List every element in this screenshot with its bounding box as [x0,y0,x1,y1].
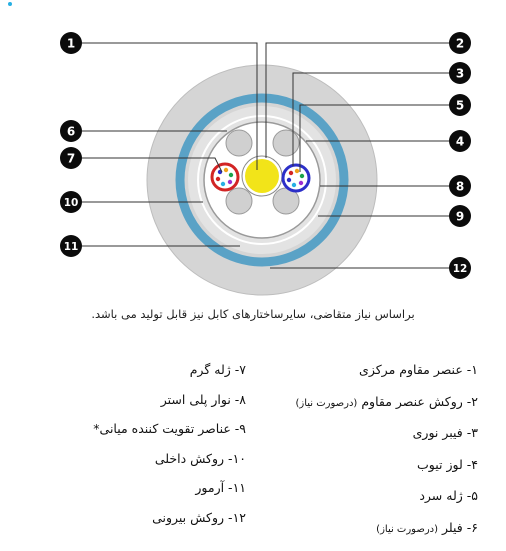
legend-item: ۸- نوار پلی استر [160,391,246,407]
legend-item: ۳- فیبر نوری [412,425,478,440]
svg-text:10: 10 [63,197,79,209]
callout-12 [449,257,471,279]
legend-item: ۴- لوز تیوب [417,456,478,472]
svg-text:3: 3 [455,66,465,81]
callout-3 [449,62,471,84]
legend-right [248,355,478,544]
legend-item: ۱۱- آرمور [195,480,246,495]
legend-item: ۲- روکش عنصر مقاوم (درصورت نیاز) [295,393,478,409]
callout-8 [449,175,471,197]
callout-9 [449,205,471,227]
callout-7 [60,147,82,169]
legend-item: ۷- ژله گرم [189,362,246,377]
callout-1 [60,32,82,54]
callout-5 [449,94,471,116]
legend-item: ۱۲- روکش بیرونی [152,509,246,525]
loose-tube-blue [283,165,309,191]
svg-text:4: 4 [455,134,465,149]
callout-10 [60,191,82,213]
filler-2 [273,130,299,156]
filler-1 [226,130,252,156]
legend-item: ۱۰- روکش داخلی [154,450,246,466]
svg-text:8: 8 [455,179,465,194]
legend-item: ۵- ژله سرد [419,488,478,503]
legend-left [16,355,246,532]
legend-item: ۹- عناصر تقویت کننده میانی* [93,421,246,436]
svg-text:11: 11 [63,241,79,253]
callout-4 [449,130,471,152]
svg-text:5: 5 [455,98,465,113]
filler-3 [226,188,252,214]
legend-item: ۶- فیلر (درصورت نیاز) [376,519,478,535]
legend-item: ۱- عنصر مقاوم مرکزی [359,362,478,377]
callout-2 [449,32,471,54]
central-member [245,159,279,193]
svg-text:12: 12 [452,263,468,275]
svg-text:1: 1 [66,36,76,51]
svg-text:2: 2 [455,36,465,51]
svg-text:9: 9 [455,209,465,224]
callout-6 [60,120,82,142]
svg-text:7: 7 [66,151,76,166]
loose-tube-red [212,164,238,190]
production-note: براساس نیاز متقاضی، سایرساختارهای کابل نیز قابل تولید می باشد. [91,307,415,321]
svg-text:6: 6 [66,124,76,139]
callout-11 [60,235,82,257]
